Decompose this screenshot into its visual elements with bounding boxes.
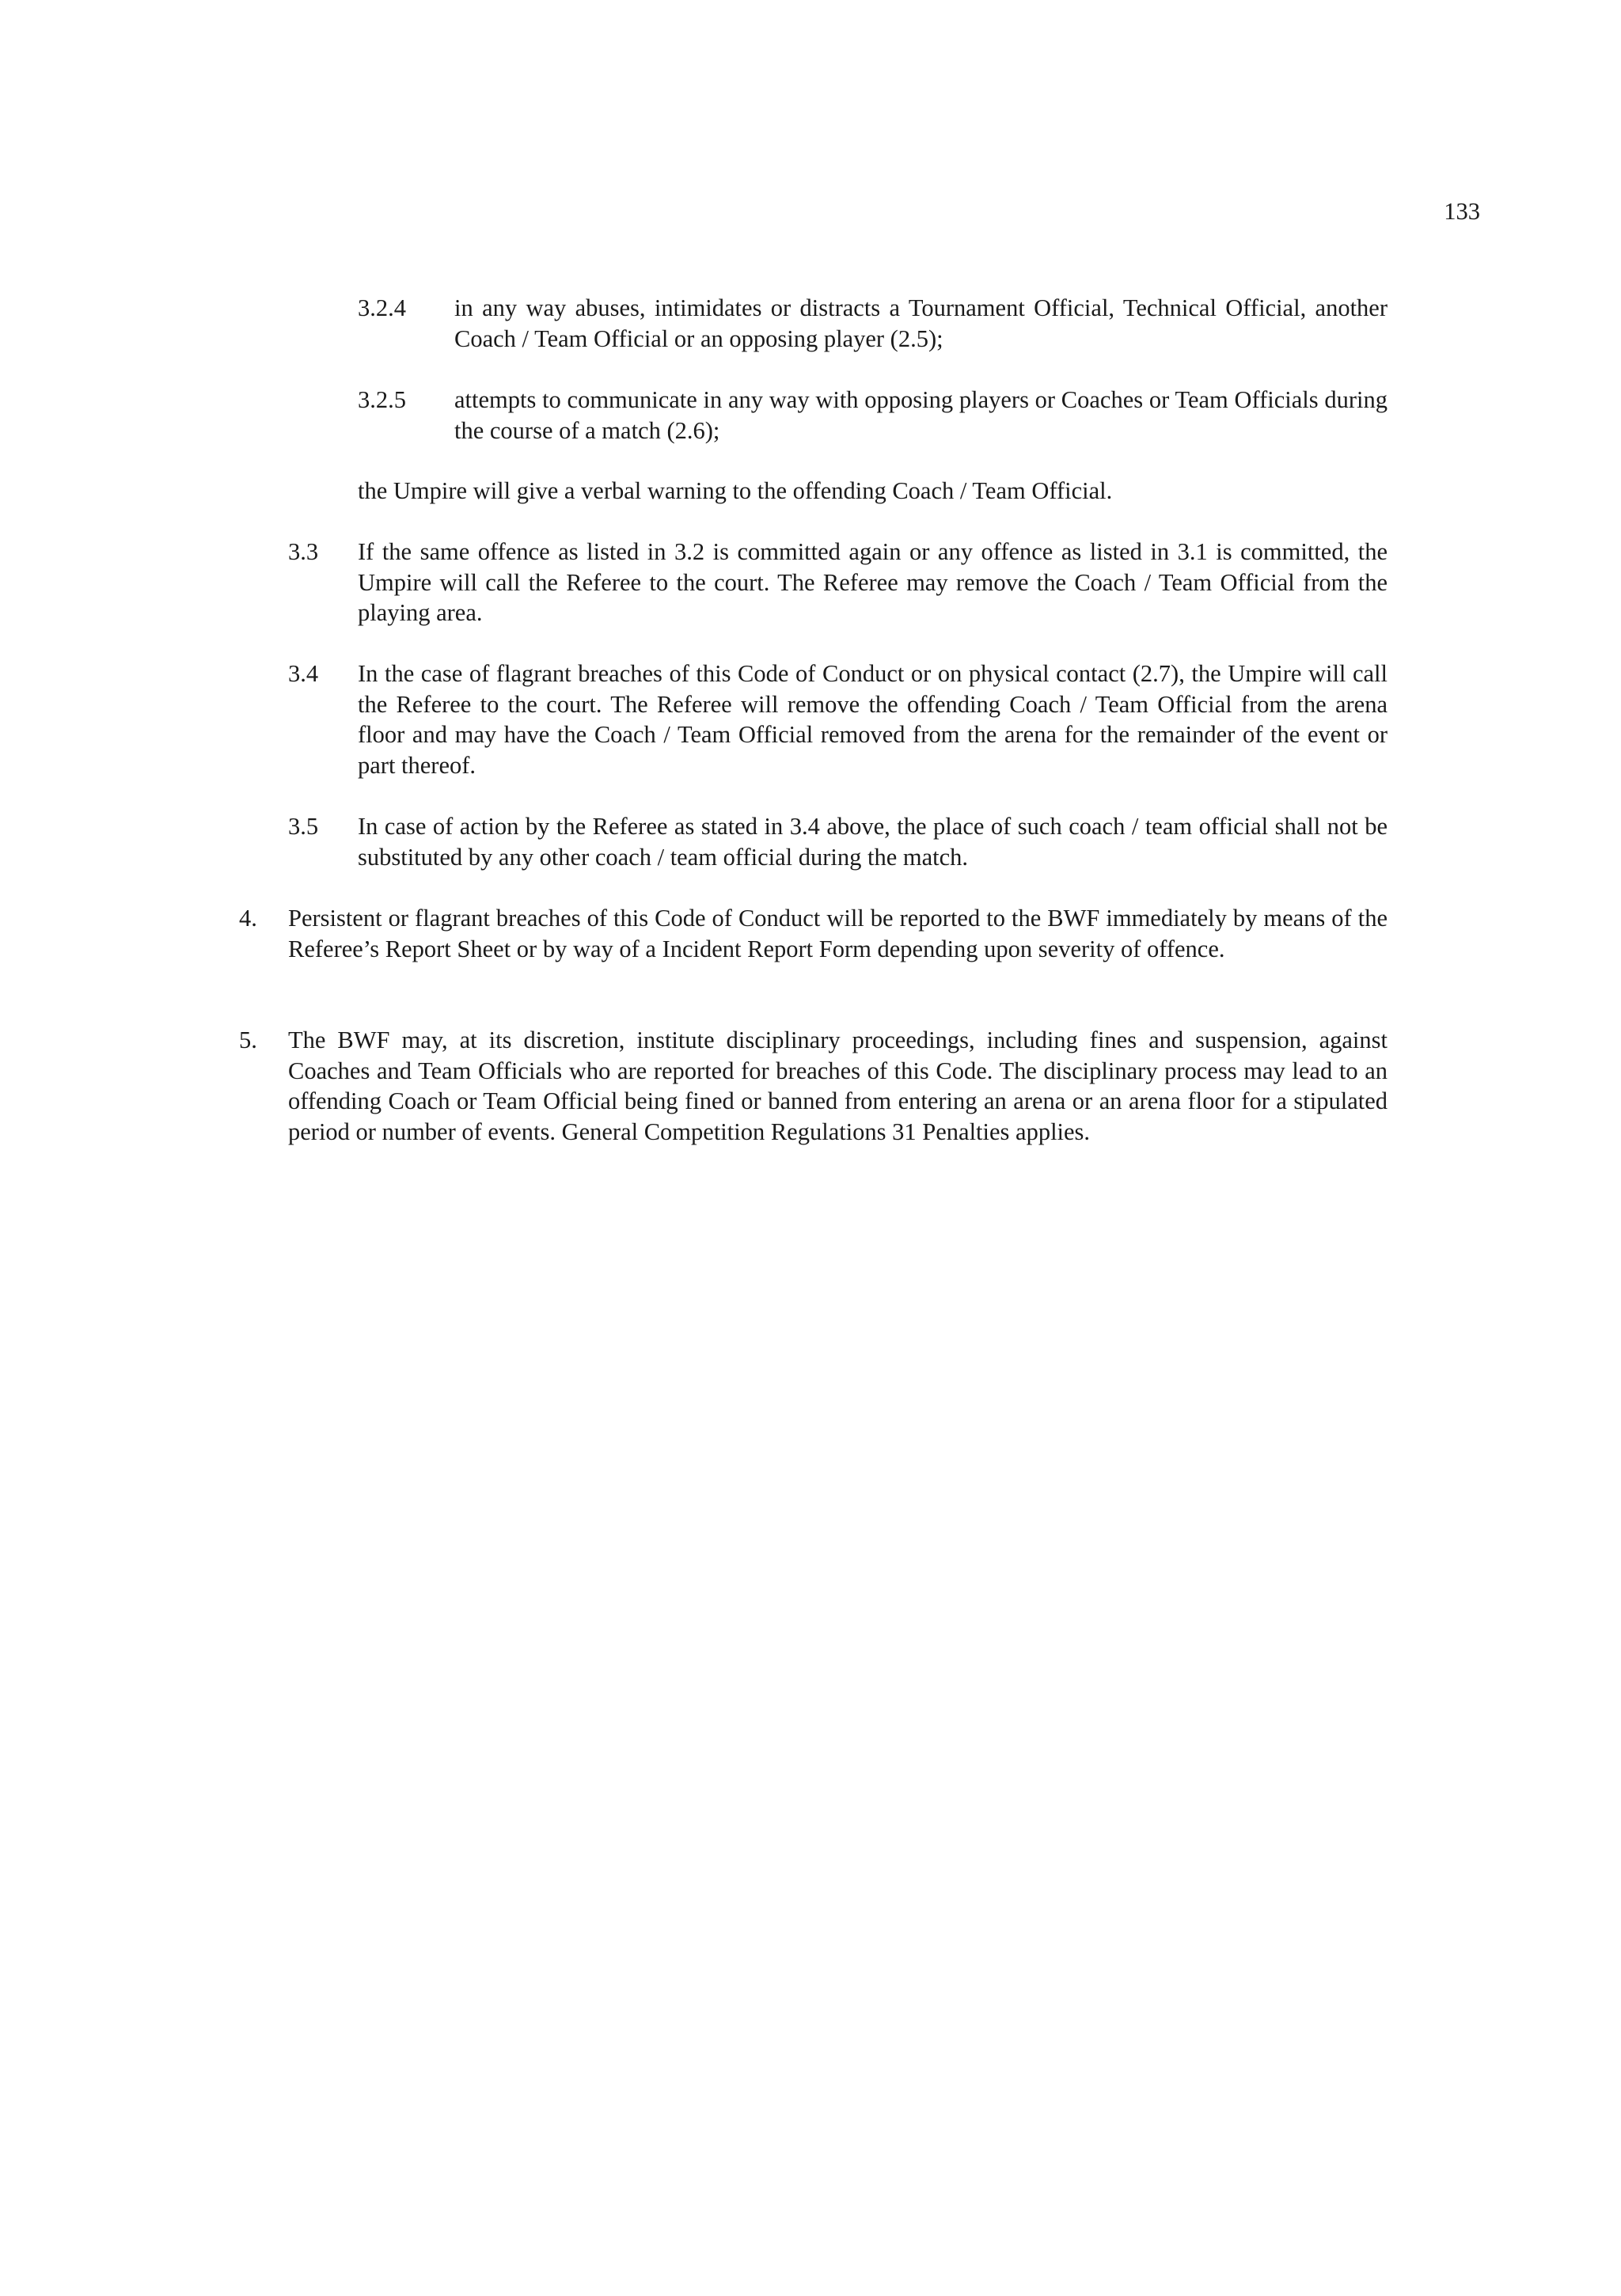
clause-number: 3.2.4 <box>358 294 406 321</box>
clause-text: In case of action by the Referee as stated in 3.4 above, the place of such coach / team official shall not be substituted by any other coach / team official during the match. <box>358 813 1388 871</box>
page-number: 133 <box>1444 198 1480 225</box>
clause-number: 3.5 <box>288 813 319 840</box>
clause-number: 3.4 <box>288 660 319 687</box>
clause-text: Persistent or flagrant breaches of this Code of Conduct will be reported to the BWF immediately by means of the Referee’s Report Sheet or by way of a Incident Report Form depending upon severity of offence. <box>288 905 1388 962</box>
clause-number: 3.2.5 <box>358 386 406 413</box>
clause-number: 5. <box>239 1027 257 1053</box>
clause-number: 3.3 <box>288 538 319 565</box>
clause-number: 4. <box>239 905 257 932</box>
clause-text: If the same offence as listed in 3.2 is committed again or any offence as listed in 3.1 is committed, the Umpire will call the Referee to the court. The Referee may remove the Coach / Team Official from the playing area. <box>358 538 1388 627</box>
clause-text: attempts to communicate in any way with opposing players or Coaches or Team Officials during the course of a match (2.6); <box>454 386 1388 444</box>
clause-text: In the case of flagrant breaches of this Code of Conduct or on physical contact (2.7), the Umpire will call the Referee to the court. The Referee will remove the offending Coach / Team Official from the arena floor and may have the Coach / Team Official removed from the arena for the remainder of the event or part thereof. <box>358 660 1388 780</box>
clause-text: in any way abuses, intimidates or distracts a Tournament Official, Technical Official, another Coach / Team Official or an opposing player (2.5); <box>454 294 1388 352</box>
summary-paragraph: the Umpire will give a verbal warning to the offending Coach / Team Official. <box>358 477 1113 504</box>
clause-text: The BWF may, at its discretion, institute disciplinary proceedings, including fines and suspension, against Coaches and Team Officials who are reported for breaches of this Code. The disciplinary process may lead to an offending Coach or Team Official being fined or banned from entering an arena or an arena floor for a stipulated period or number of events. General Competition Regulations 31 Penalties applies. <box>288 1027 1388 1146</box>
